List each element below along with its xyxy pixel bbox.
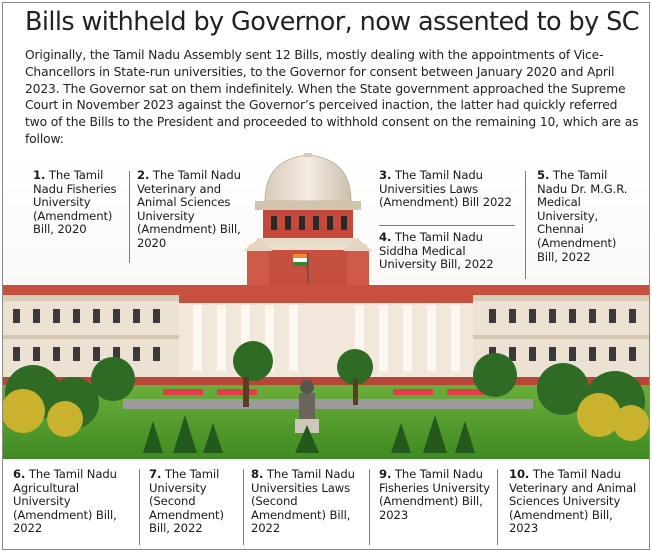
bill-number: 9. xyxy=(379,467,392,481)
headline: Bills withheld by Governor, now assented to by SC xyxy=(25,7,639,37)
bill-number: 3. xyxy=(379,168,392,182)
divider xyxy=(369,469,370,545)
bill-item-9 xyxy=(379,468,491,522)
bill-item-10 xyxy=(509,468,643,536)
bill-title: The Tamil Nadu Fisheries University (Amendment) Bill, 2023 xyxy=(379,467,490,522)
bill-number: 5. xyxy=(537,168,550,182)
intro-paragraph: Originally, the Tamil Nadu Assembly sent 12 Bills, mostly dealing with the appointments of Vice-Chancellors in State-run universities, to the Governor for consent between January 2020 and April 2023. The Governor sat on them indefinitely. When the State government approached the Supreme Court in November 2023 against the Governor’s perceived inaction, the latter had quickly referred two of the Bills to the President and proceeded to withhold consent on the remaining 10, which are as follow: xyxy=(25,48,639,146)
bill-number: 1. xyxy=(33,168,46,182)
bill-title: The Tamil Nadu Dr. M.G.R. Medical University, Chennai (Amendment) Bill, 2022 xyxy=(537,168,628,264)
divider xyxy=(497,469,498,545)
divider xyxy=(139,469,140,545)
bill-number: 10. xyxy=(509,467,530,481)
bill-item-4 xyxy=(379,231,515,272)
bill-item-1 xyxy=(33,169,125,237)
bill-number: 7. xyxy=(149,467,162,481)
bill-title: The Tamil Nadu Fisheries University (Amendment) Bill, 2020 xyxy=(33,168,117,237)
bill-title: The Tamil Nadu Agricultural University (Amendment) Bill, 2022 xyxy=(13,467,117,536)
bill-title: The Tamil Nadu Veterinary and Animal Sciences University (Amendment) Bill, 2023 xyxy=(509,467,637,536)
bill-title: The Tamil Nadu Universities Laws (Amendment) Bill 2022 xyxy=(379,168,512,210)
bill-number: 4. xyxy=(379,230,392,244)
divider xyxy=(525,171,526,279)
bill-title: The Tamil Nadu Veterinary and Animal Sciences University (Amendment) Bill, 2020 xyxy=(137,168,241,250)
bill-title: The Tamil Nadu Siddha Medical University Bill, 2022 xyxy=(379,230,494,272)
bill-item-5 xyxy=(537,169,637,264)
bill-item-3 xyxy=(379,169,515,210)
bill-title: The Tamil Nadu Universities Laws (Second Amendment) Bill, 2022 xyxy=(251,467,355,536)
bill-title: The Tamil University (Second Amendment) Bill, 2022 xyxy=(149,467,224,536)
bill-item-6 xyxy=(13,468,131,536)
bill-item-7 xyxy=(149,468,241,536)
bill-number: 2. xyxy=(137,168,150,182)
bill-item-2 xyxy=(137,169,249,251)
divider xyxy=(379,225,515,226)
divider xyxy=(243,469,244,545)
infographic-card xyxy=(2,2,650,550)
bill-number: 8. xyxy=(251,467,264,481)
divider xyxy=(129,171,130,263)
bill-item-8 xyxy=(251,468,367,536)
bill-number: 6. xyxy=(13,467,26,481)
